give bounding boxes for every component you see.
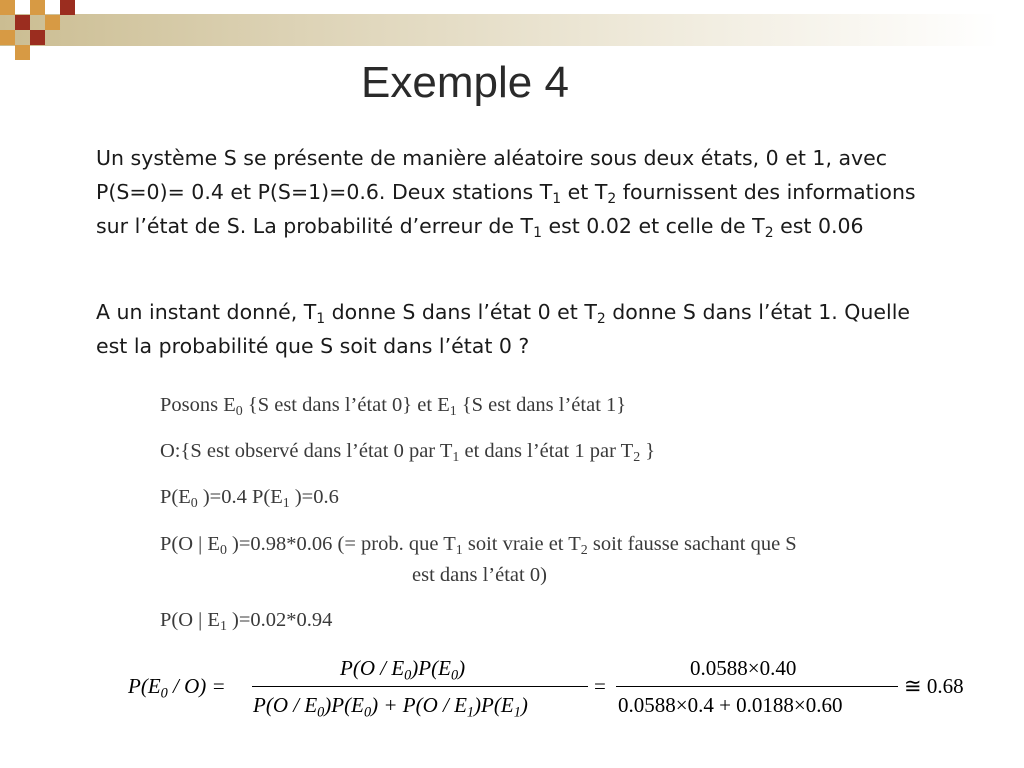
slide-title: Exemple 4 [361, 58, 569, 107]
formula-equals: = [594, 674, 606, 698]
decor-square [30, 30, 45, 45]
decor-square [0, 0, 15, 15]
formula-denominator: $P(O / E_0)P(E_0) + P(O / E_1)P(E_1)$ [253, 693, 528, 721]
formula-numerator: $P(O / E_0)P(E_0)$ [340, 656, 466, 684]
decor-square [30, 0, 45, 15]
header-band [0, 14, 1000, 46]
solution-line: P(O | $E_0$ )=0.98*0.06 (= prob. que $T_1$ soit vraie et $T_2$ soit fausse sachant que S [160, 533, 797, 559]
solution-line-continued: est dans l’état 0) [412, 564, 547, 586]
problem-statement: Un système S se présente de manière aléatoire sous deux états, 0 et 1, avec P(S=0)= 0.4 et P(S=1)=0.6. Deux stations $T_1$ et $T_2$ fournissent des informations sur l’état de S. La probabilité d’erreur de $T_1$ est 0.02 et celle de $T_2$ est 0.06 [96, 146, 916, 242]
bayes-formula [0, 648, 1024, 728]
formula-numeric-denominator: 0.0588×0.4 + 0.0188×0.60 [618, 693, 843, 717]
solution-line: Posons $E_0$ {S est dans l’état 0} et $E_1$ {S est dans l’état 1} [160, 394, 627, 420]
solution-line: P(O | $E_1$ )=0.02*0.94 [160, 609, 333, 635]
decor-square [0, 30, 15, 45]
fraction-bar [252, 686, 588, 687]
solution-line: $P(E_0$ )=0.4 $P(E_1$ )=0.6 [160, 486, 339, 512]
formula-numeric-numerator: 0.0588×0.40 [690, 656, 797, 680]
formula-result: ≅ 0.68 [904, 674, 964, 698]
decor-square [45, 15, 60, 30]
fraction-bar [616, 686, 898, 687]
solution-line: O:{S est observé dans l’état 0 par $T_1$ et dans l’état 1 par $T_2$ } [160, 440, 656, 466]
formula-lhs: $P(E_0 / O)$ = [128, 674, 226, 702]
decor-square [60, 0, 75, 15]
problem-question: A un instant donné, $T_1$ donne S dans l’état 0 et $T_2$ donne S dans l’état 1. Quelle est la probabilité que S soit dans l’état 0 ? [96, 300, 911, 358]
decor-square [15, 15, 30, 30]
